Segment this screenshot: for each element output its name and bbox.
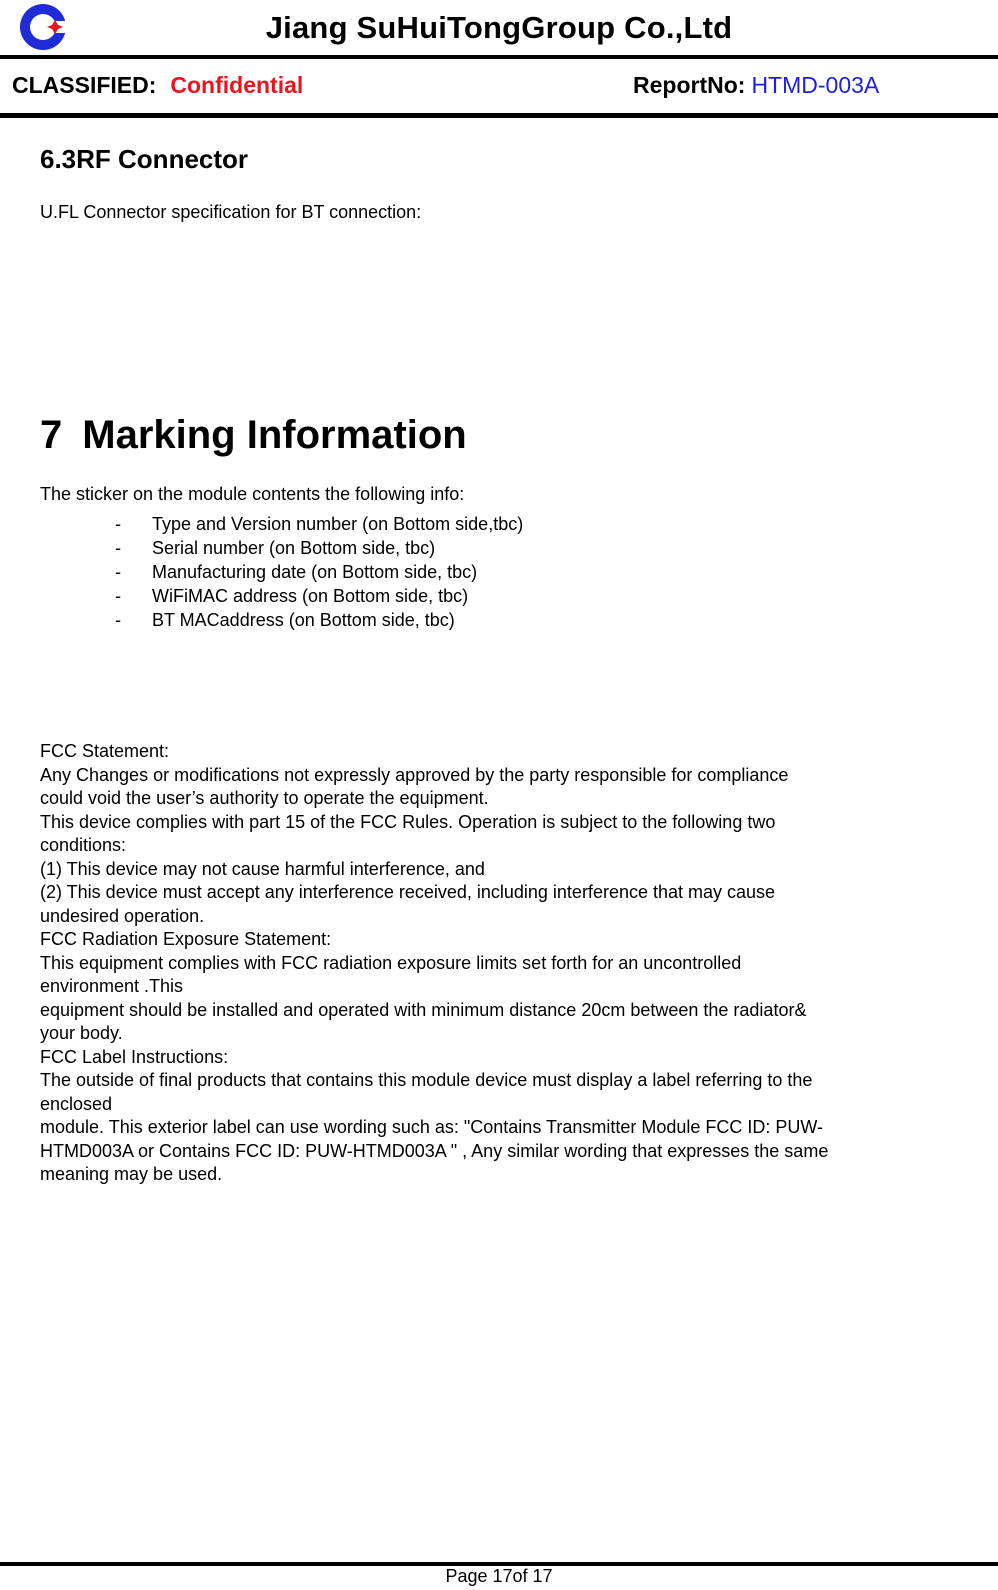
fcc-line: conditions: <box>40 835 127 855</box>
fcc-line: Any Changes or modifications not expressly approved by the party responsible for compliance <box>40 764 789 785</box>
report-label: ReportNo: <box>633 72 746 98</box>
list-item: - Manufacturing date (on Bottom side, tbc) <box>115 562 478 582</box>
fcc-statement <box>40 740 960 1187</box>
fcc-line: FCC Label Instructions: <box>40 1046 229 1067</box>
section-rf-heading: 6.3RF Connector <box>40 144 249 174</box>
marking-intro: The sticker on the module contents the following info: <box>40 484 465 504</box>
report-number <box>633 72 879 99</box>
section-number: 7 <box>40 413 63 457</box>
fcc-line: This equipment complies with FCC radiation exposure limits set forth for an uncontrolled <box>40 952 742 973</box>
section-title: Marking Information <box>82 413 467 457</box>
classified-label: CLASSIFIED: <box>12 72 157 98</box>
bullet-dash: - <box>115 514 121 534</box>
list-item: - Type and Version number (on Bottom side,tbc) <box>115 514 524 534</box>
header-rule-bottom <box>0 113 998 118</box>
fcc-line: undesired operation. <box>40 905 205 926</box>
section-marking-heading <box>40 413 467 458</box>
header-rule-top <box>0 55 998 59</box>
fcc-line: (2) This device must accept any interference received, including interference that may cause <box>40 882 776 902</box>
report-value: HTMD-003A <box>751 72 880 98</box>
fcc-line: your body. <box>40 1023 123 1043</box>
fcc-line: enclosed <box>40 1093 113 1114</box>
fcc-line: (1) This device may not cause harmful interference, and <box>40 858 485 879</box>
fcc-line: FCC Radiation Exposure Statement: <box>40 929 332 949</box>
fcc-line: equipment should be installed and operated with minimum distance 20cm between the radiator& <box>40 999 807 1020</box>
fcc-line: could void the user’s authority to operate the equipment. <box>40 788 489 808</box>
bullet-dash: - <box>115 610 121 630</box>
fcc-line: The outside of final products that contains this module device must display a label referring to the <box>40 1070 813 1090</box>
marking-list <box>115 512 523 632</box>
fcc-line: HTMD003A or Contains FCC ID: PUW-HTMD003A " , Any similar wording that expresses the same <box>40 1140 829 1161</box>
list-item: - BT MACaddress (on Bottom side, tbc) <box>115 610 455 630</box>
list-item: - WiFiMAC address (on Bottom side, tbc) <box>115 586 469 606</box>
fcc-line: FCC Statement: <box>40 741 170 761</box>
fcc-line: module. This exterior label can use wording such as: "Contains Transmitter Module FCC ID: PUW- <box>40 1117 824 1137</box>
page-number: Page 17of 17 <box>445 1566 553 1586</box>
classification <box>12 72 303 99</box>
classified-value: Confidential <box>170 72 304 98</box>
list-item: - Serial number (on Bottom side, tbc) <box>115 538 436 558</box>
section-rf-text: U.FL Connector specification for BT connection: <box>40 202 422 222</box>
bullet-dash: - <box>115 586 121 606</box>
bullet-dash: - <box>115 562 121 582</box>
bullet-dash: - <box>115 538 121 558</box>
company-name: Jiang SuHuiTongGroup Co.,Ltd <box>265 10 733 45</box>
fcc-line: meaning may be used. <box>40 1164 223 1184</box>
fcc-line: environment .This <box>40 976 184 996</box>
fcc-line: This device complies with part 15 of the FCC Rules. Operation is subject to the following two <box>40 811 776 832</box>
